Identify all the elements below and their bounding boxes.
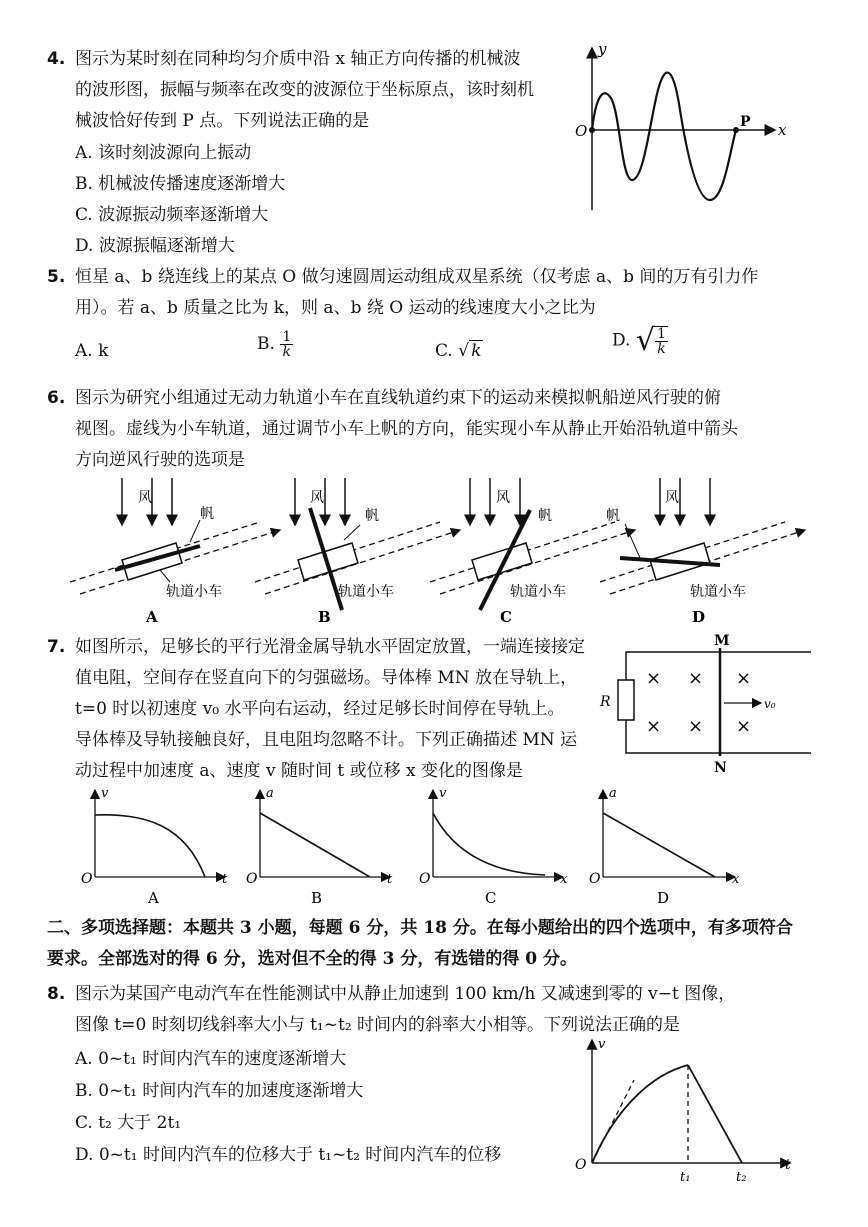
q5-option-d-sqrt-sign: √ [635, 323, 655, 358]
q6-stem-line-2: 视图。虚线为小车轨道，通过调节小车上帆的方向，能实现小车从静止开始沿轨道中箭头 [75, 419, 738, 439]
svg-text:A: A [148, 889, 159, 907]
q8-option-a[interactable]: A. 0~t₁ 时间内汽车的速度逐渐增大 [75, 1049, 347, 1069]
q4-x-label: x [778, 121, 787, 139]
svg-text:N: N [714, 760, 727, 776]
q4-number: 4. [47, 49, 66, 69]
svg-text:B: B [311, 889, 323, 907]
svg-text:轨道小车: 轨道小车 [510, 584, 566, 600]
q6-stem-line-3: 方向逆风行驶的选项是 [75, 450, 245, 470]
q6-number: 6. [47, 388, 66, 408]
svg-text:x: x [560, 872, 568, 887]
svg-text:O: O [246, 871, 258, 887]
svg-text:O: O [419, 871, 431, 887]
q4-stem-line-1: 图示为某时刻在同种均匀介质中沿 x 轴正方向传播的机械波 [75, 49, 521, 69]
q8-decel-line [688, 1065, 742, 1163]
q7-stem-line-1: 如图所示，足够长的平行光滑金属导轨水平固定放置，一端连接接定 [75, 637, 585, 657]
svg-text:v: v [439, 786, 447, 801]
q6-sail-figures [60, 470, 840, 630]
svg-text:t₂: t₂ [736, 1170, 747, 1185]
svg-text:帆: 帆 [606, 508, 620, 524]
q8-number: 8. [47, 984, 66, 1004]
q7-graph-b [246, 786, 393, 907]
q6-stem-line-1: 图示为研究小组通过无动力轨道小车在直线轨道约束下的运动来模拟帆船逆风行驶的俯 [75, 388, 721, 408]
q7-stem-line-5: 动过程中加速度 a、速度 v 随时间 t 或位移 x 变化的图像是 [75, 761, 523, 781]
q4-option-c[interactable]: C. 波源振动频率逐渐增大 [75, 205, 269, 225]
q8-option-c[interactable]: C. t₂ 大于 2t₁ [75, 1113, 182, 1133]
q4-origin-label: O [575, 122, 588, 140]
svg-text:风: 风 [138, 490, 152, 506]
q8-option-d[interactable]: D. 0~t₁ 时间内汽车的位移大于 t₁~t₂ 时间内汽车的位移 [75, 1145, 502, 1165]
q8-stem-line-2: 图像 t=0 时刻切线斜率大小与 t₁~t₂ 时间内的斜率大小相等。下列说法正确的是 [75, 1015, 681, 1035]
svg-text:风: 风 [665, 490, 679, 506]
q6-figure-d [600, 478, 805, 626]
svg-text:×: × [688, 716, 704, 737]
q4-stem-line-3: 械波恰好传到 P 点。下列说法正确的是 [75, 111, 370, 131]
q6-figure-c [430, 478, 635, 626]
section2-heading-line-2: 要求。全部选对的得 6 分，选对但不全的得 3 分，有选错的得 0 分。 [47, 949, 577, 969]
q4-origin-dot [589, 127, 595, 133]
svg-text:t: t [387, 872, 393, 887]
svg-text:轨道小车: 轨道小车 [690, 584, 746, 600]
svg-text:t₁: t₁ [680, 1170, 691, 1185]
svg-text:v₀: v₀ [764, 697, 776, 711]
q5-option-d[interactable] [612, 323, 668, 358]
svg-text:D: D [657, 889, 670, 907]
q7-graph-c [419, 786, 568, 907]
svg-text:B: B [318, 608, 331, 626]
svg-text:v: v [101, 786, 109, 801]
svg-text:A: A [146, 608, 158, 626]
svg-text:O: O [589, 871, 601, 887]
q4-wave-curve [592, 73, 736, 200]
q4-option-d[interactable]: D. 波源振幅逐渐增大 [75, 236, 235, 256]
section2-heading-line-1: 二、多项选择题：本题共 3 小题，每题 6 分，共 18 分。在每小题给出的四个选项中，有多项符合 [47, 918, 793, 938]
q6-figure-a [70, 478, 280, 626]
q4-option-a[interactable]: A. 该时刻波源向上振动 [75, 143, 252, 163]
svg-text:帆: 帆 [538, 508, 552, 524]
svg-text:C: C [485, 889, 497, 907]
svg-text:a: a [609, 786, 617, 801]
q6-figure-b [255, 478, 460, 626]
q5-option-d-label: D. [612, 330, 631, 351]
q7-circuit-figure [596, 628, 826, 778]
q4-wave-figure [570, 40, 800, 220]
svg-text:a: a [266, 786, 274, 801]
q7-stem-line-2: 值电阻，空间存在竖直向下的匀强磁场。导体棒 MN 放在导轨上， [75, 668, 578, 688]
svg-text:R: R [600, 694, 611, 710]
q5-option-c[interactable] [435, 340, 483, 362]
q8-accel-curve [592, 1065, 688, 1163]
q7-resistor [618, 680, 634, 720]
q5-number: 5. [47, 267, 66, 287]
svg-text:t: t [222, 872, 228, 887]
svg-text:帆: 帆 [365, 508, 379, 524]
q5-option-c-label: C. [435, 341, 453, 361]
svg-text:O: O [81, 871, 93, 887]
svg-text:轨道小车: 轨道小车 [166, 584, 222, 600]
svg-text:t: t [785, 1157, 791, 1173]
q5-option-b-label: B. [257, 334, 275, 354]
q4-point-p [733, 127, 739, 133]
svg-text:M: M [714, 633, 730, 649]
q5-stem-line-2: 用）。若 a、b 质量之比为 k，则 a、b 绕 O 运动的线速度大小之比为 [75, 298, 596, 318]
q8-tangent-line [592, 1080, 634, 1163]
q7-number: 7. [47, 637, 66, 657]
q8-vt-figure [570, 1035, 800, 1185]
svg-text:x: x [732, 872, 740, 887]
svg-text:风: 风 [496, 490, 510, 506]
svg-text:帆: 帆 [200, 506, 214, 522]
q4-y-label: y [598, 40, 607, 58]
q5-option-a[interactable]: A. k [75, 341, 109, 361]
svg-text:风: 风 [310, 490, 324, 506]
q7-graphs [75, 785, 795, 910]
svg-text:×: × [646, 668, 662, 689]
q4-option-b[interactable]: B. 机械波传播速度逐渐增大 [75, 174, 286, 194]
q5-option-b-fraction: $\frac{1}{k}$ [282, 329, 292, 360]
q4-stem-line-2: 的波形图，振幅与频率在改变的波源位于坐标原点，该时刻机 [75, 80, 534, 100]
svg-text:×: × [736, 716, 752, 737]
svg-text:C: C [500, 608, 512, 626]
q7-stem-line-4: 导体棒及导轨接触良好，且电阻均忽略不计。下列正确描述 MN 运 [75, 730, 578, 750]
svg-text:O: O [575, 1157, 587, 1173]
svg-text:×: × [646, 716, 662, 737]
q5-stem-line-1: 恒星 a、b 绕连线上的某点 O 做匀速圆周运动组成双星系统（仅考虑 a、b 间的万有引力作 [75, 267, 759, 287]
q7-graph-a [81, 786, 228, 907]
svg-text:v: v [598, 1037, 606, 1052]
svg-text:×: × [736, 668, 752, 689]
q5-option-b[interactable] [257, 330, 293, 359]
q8-stem-line-1: 图示为某国产电动汽车在性能测试中从静止加速到 100 km/h 又减速到零的 v−t 图像， [75, 984, 736, 1004]
q7-graph-d [589, 786, 740, 907]
svg-text:D: D [692, 608, 706, 626]
q8-option-b[interactable]: B. 0~t₁ 时间内汽车的加速度逐渐增大 [75, 1081, 364, 1101]
q7-stem-line-3: t=0 时以初速度 v₀ 水平向右运动，经过足够长时间停在导轨上。 [75, 699, 565, 719]
q4-p-label: P [740, 114, 751, 130]
q5-option-d-fraction: $\frac{1}{k}$ [656, 326, 666, 357]
svg-text:轨道小车: 轨道小车 [338, 584, 394, 600]
q5-option-c-sqrt: √ k [458, 341, 482, 361]
svg-text:×: × [688, 668, 704, 689]
